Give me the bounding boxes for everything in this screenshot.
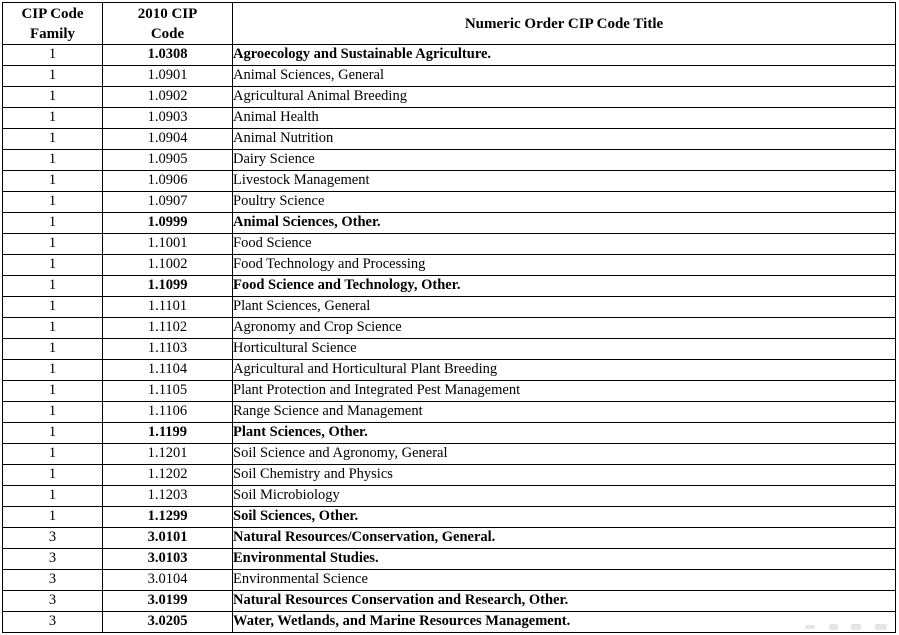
cell-family: 1 xyxy=(3,360,103,381)
cell-code: 1.0902 xyxy=(103,87,233,108)
cell-title: Environmental Studies. xyxy=(233,549,896,570)
cell-code: 1.1106 xyxy=(103,402,233,423)
cell-family: 1 xyxy=(3,465,103,486)
cell-family: 1 xyxy=(3,171,103,192)
cell-title: Agricultural and Horticultural Plant Breeding xyxy=(233,360,896,381)
cell-title: Food Technology and Processing xyxy=(233,255,896,276)
cell-family: 1 xyxy=(3,339,103,360)
cell-title: Range Science and Management xyxy=(233,402,896,423)
cell-title: Dairy Science xyxy=(233,150,896,171)
table-row xyxy=(3,66,896,87)
cell-code: 1.1299 xyxy=(103,507,233,528)
table-row xyxy=(3,108,896,129)
header-code-line1: 2010 CIP xyxy=(137,5,198,22)
cell-code: 1.1101 xyxy=(103,297,233,318)
cell-code: 1.1002 xyxy=(103,255,233,276)
cell-code: 1.1201 xyxy=(103,444,233,465)
cell-family: 3 xyxy=(3,528,103,549)
cell-title: Poultry Science xyxy=(233,192,896,213)
table-row xyxy=(3,87,896,108)
cell-code: 3.0104 xyxy=(103,570,233,591)
cell-code: 1.0308 xyxy=(103,45,233,66)
cell-family: 1 xyxy=(3,213,103,234)
table-row xyxy=(3,507,896,528)
table-row xyxy=(3,612,896,633)
table-row xyxy=(3,402,896,423)
table-row xyxy=(3,192,896,213)
table-row xyxy=(3,486,896,507)
header-family-line2: Family xyxy=(30,25,75,42)
table-row xyxy=(3,360,896,381)
cell-title: Plant Sciences, Other. xyxy=(233,423,896,444)
cell-family: 1 xyxy=(3,66,103,87)
cell-title: Soil Science and Agronomy, General xyxy=(233,444,896,465)
table-row xyxy=(3,591,896,612)
cell-family: 1 xyxy=(3,192,103,213)
cell-code: 1.1203 xyxy=(103,486,233,507)
table-row xyxy=(3,297,896,318)
cip-code-table xyxy=(2,2,896,633)
cell-title: Agroecology and Sustainable Agriculture. xyxy=(233,45,896,66)
cell-title: Horticultural Science xyxy=(233,339,896,360)
cell-family: 1 xyxy=(3,87,103,108)
cell-title: Agricultural Animal Breeding xyxy=(233,87,896,108)
cell-code: 3.0205 xyxy=(103,612,233,633)
cell-family: 1 xyxy=(3,444,103,465)
cell-title: Soil Sciences, Other. xyxy=(233,507,896,528)
table-row xyxy=(3,45,896,66)
cell-title: Animal Health xyxy=(233,108,896,129)
cell-family: 3 xyxy=(3,591,103,612)
table-row xyxy=(3,381,896,402)
cell-family: 3 xyxy=(3,570,103,591)
cell-family: 1 xyxy=(3,297,103,318)
table-row xyxy=(3,129,896,150)
cell-code: 1.0905 xyxy=(103,150,233,171)
cell-code: 1.1099 xyxy=(103,276,233,297)
cell-family: 1 xyxy=(3,255,103,276)
cell-title: Animal Nutrition xyxy=(233,129,896,150)
cell-title: Soil Chemistry and Physics xyxy=(233,465,896,486)
cell-title: Soil Microbiology xyxy=(233,486,896,507)
cell-family: 1 xyxy=(3,108,103,129)
header-2010-cip-code xyxy=(103,3,233,45)
table-row xyxy=(3,234,896,255)
cell-code: 1.1104 xyxy=(103,360,233,381)
cell-title: Animal Sciences, Other. xyxy=(233,213,896,234)
cell-family: 1 xyxy=(3,45,103,66)
cell-family: 1 xyxy=(3,234,103,255)
table-row xyxy=(3,465,896,486)
table-row xyxy=(3,423,896,444)
cell-family: 1 xyxy=(3,129,103,150)
cell-title: Food Science xyxy=(233,234,896,255)
cell-code: 1.1202 xyxy=(103,465,233,486)
cell-title: Natural Resources Conservation and Research, Other. xyxy=(233,591,896,612)
cell-title: Animal Sciences, General xyxy=(233,66,896,87)
header-code-line2: Code xyxy=(150,25,185,42)
cell-code: 1.1199 xyxy=(103,423,233,444)
cell-family: 1 xyxy=(3,486,103,507)
cell-code: 1.0901 xyxy=(103,66,233,87)
cell-code: 1.0904 xyxy=(103,129,233,150)
table-row xyxy=(3,528,896,549)
cell-family: 1 xyxy=(3,402,103,423)
cell-family: 1 xyxy=(3,507,103,528)
table-row xyxy=(3,276,896,297)
table-row xyxy=(3,150,896,171)
cell-code: 3.0101 xyxy=(103,528,233,549)
cell-code: 1.1105 xyxy=(103,381,233,402)
cell-family: 1 xyxy=(3,423,103,444)
cell-code: 1.1103 xyxy=(103,339,233,360)
table-row xyxy=(3,318,896,339)
table-row xyxy=(3,171,896,192)
table-row xyxy=(3,255,896,276)
watermark-glyphs xyxy=(803,621,893,633)
cell-family: 3 xyxy=(3,612,103,633)
table-row xyxy=(3,213,896,234)
cell-title: Environmental Science xyxy=(233,570,896,591)
cell-title: Plant Protection and Integrated Pest Management xyxy=(233,381,896,402)
cell-code: 1.0906 xyxy=(103,171,233,192)
cell-family: 1 xyxy=(3,381,103,402)
header-cip-code-family xyxy=(3,3,103,45)
table-body xyxy=(3,45,896,633)
table-header xyxy=(3,3,896,45)
cell-code: 3.0199 xyxy=(103,591,233,612)
cell-title: Plant Sciences, General xyxy=(233,297,896,318)
header-row xyxy=(3,3,896,45)
table-row xyxy=(3,549,896,570)
header-family-line1: CIP Code xyxy=(21,5,84,22)
table-row xyxy=(3,444,896,465)
cell-title: Livestock Management xyxy=(233,171,896,192)
table-row xyxy=(3,570,896,591)
cell-title: Food Science and Technology, Other. xyxy=(233,276,896,297)
header-code-title: Numeric Order CIP Code Title xyxy=(233,3,896,45)
cell-code: 1.0907 xyxy=(103,192,233,213)
cell-family: 1 xyxy=(3,276,103,297)
cell-code: 1.1001 xyxy=(103,234,233,255)
cell-code: 1.1102 xyxy=(103,318,233,339)
table-row xyxy=(3,339,896,360)
cell-family: 3 xyxy=(3,549,103,570)
cell-title: Agronomy and Crop Science xyxy=(233,318,896,339)
cell-title: Water, Wetlands, and Marine Resources Management. xyxy=(233,612,896,633)
cell-title: Natural Resources/Conservation, General. xyxy=(233,528,896,549)
cell-code: 1.0999 xyxy=(103,213,233,234)
cell-code: 3.0103 xyxy=(103,549,233,570)
cell-code: 1.0903 xyxy=(103,108,233,129)
cell-family: 1 xyxy=(3,318,103,339)
cell-family: 1 xyxy=(3,150,103,171)
